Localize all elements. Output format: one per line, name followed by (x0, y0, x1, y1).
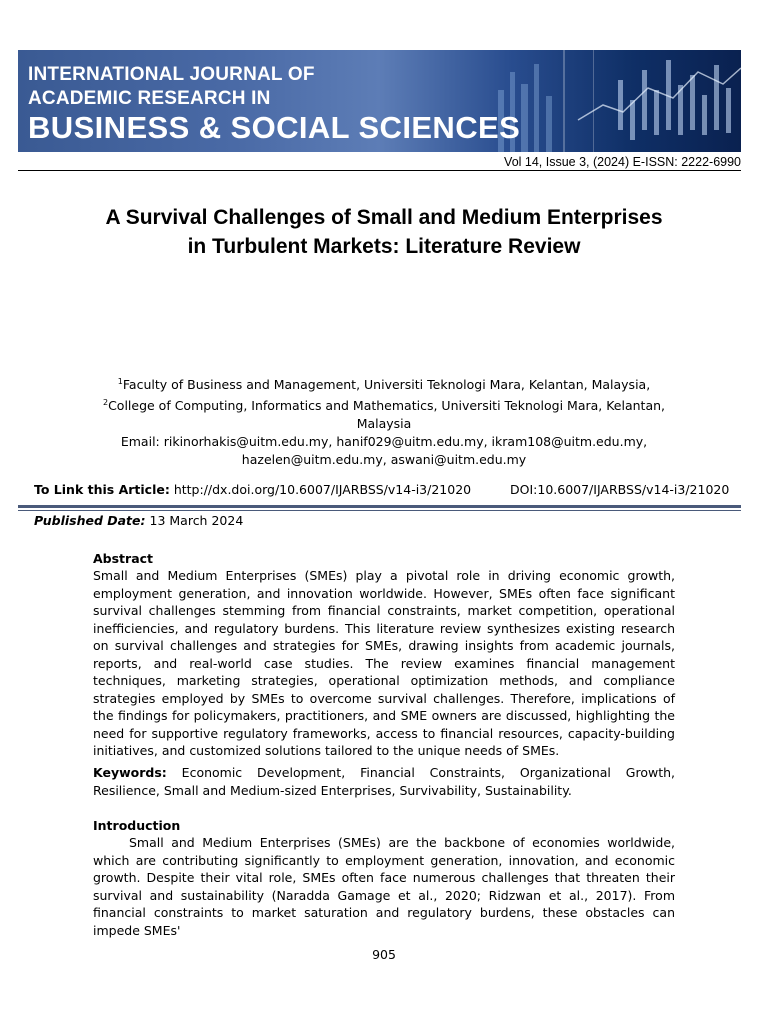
issue-info: Vol 14, Issue 3, (2024) E-ISSN: 2222-6990 (504, 155, 741, 169)
header-divider (18, 170, 741, 171)
journal-banner (18, 50, 741, 152)
affiliation-2-text: College of Computing, Informatics and Mathematics, Universiti Teknologi Mara, Kelantan, Malaysia (108, 398, 666, 432)
introduction-text: Small and Medium Enterprises (SMEs) are the backbone of economies worldwide, which are contributing significantly to employment generation, innovation, and economic growth. Despite their vital role, SMEs often face numerous challenges that threaten their survival and sustainability (Naradda Gamage et al., 2020; Ridzwan et al., 2017). From financial constraints to market saturation and regulatory burdens, these obstacles can impede SMEs' (93, 835, 675, 938)
affiliations (90, 373, 678, 469)
keywords-label: Keywords: (93, 765, 167, 780)
introduction-heading: Introduction (93, 818, 181, 833)
abstract-text: Small and Medium Enterprises (SMEs) play a pivotal role in driving economic growth, employment generation, and innovation worldwide. However, SMEs often face significant survival challenges stemming from financial constraints, market competition, operational inefficiencies, and regulatory burdens. This literature review synthesizes existing research on survival challenges and strategies for SMEs, drawing insights from academic journals, reports, and real-world case studies. The review examines financial management techniques, marketing strategies, operational optimization methods, and compliance strategies employed by SMEs to overcome survival challenges. Therefore, implications of the findings for policymakers, practitioners, and SME owners are discussed, highlighting the need for supportive regulatory frameworks, access to financial resources, capacity-building initiatives, and customized solutions tailored to the unique needs of SMEs. (93, 568, 675, 758)
article-link-label: To Link this Article: (34, 482, 170, 497)
page-number: 905 (372, 947, 396, 962)
affiliation-1-marker: 1 (117, 377, 123, 386)
article-link-row (34, 482, 471, 497)
journal-name-line1: INTERNATIONAL JOURNAL OF (28, 64, 315, 85)
keywords-text: Economic Development, Financial Constraints, Organizational Growth, Resilience, Small and Medium-sized Enterprises, Survivability, Sustainability. (93, 765, 675, 798)
affiliation-1-text: Faculty of Business and Management, Universiti Teknologi Mara, Kelantan, Malaysia, (122, 377, 651, 393)
affiliation-2 (90, 394, 678, 433)
link-divider-thin (18, 510, 741, 511)
abstract-heading: Abstract (93, 551, 154, 566)
article-link-url[interactable]: http://dx.doi.org/10.6007/IJARBSS/v14-i3/21020 (173, 482, 472, 497)
published-date-value: 13 March 2024 (149, 513, 244, 528)
journal-name-line3: BUSINESS & SOCIAL SCIENCES (28, 110, 521, 145)
article-doi: DOI:10.6007/IJARBSS/v14-i3/21020 (510, 482, 730, 497)
keywords (93, 764, 675, 799)
paper-title: A Survival Challenges of Small and Medium Enterprises in Turbulent Markets: Literature Review (105, 206, 663, 258)
author-emails: Email: rikinorhakis@uitm.edu.my, hanif029@uitm.edu.my, ikram108@uitm.edu.my, hazelen@uitm.edu.my, aswani@uitm.edu.my (120, 434, 648, 468)
journal-name-line2: ACADEMIC RESEARCH IN (28, 88, 271, 109)
affiliation-1 (90, 373, 678, 394)
published-date-row (34, 513, 243, 528)
affiliation-2-marker: 2 (102, 398, 109, 408)
published-date-label: Published Date: (34, 513, 146, 528)
link-divider-thick (18, 505, 741, 508)
